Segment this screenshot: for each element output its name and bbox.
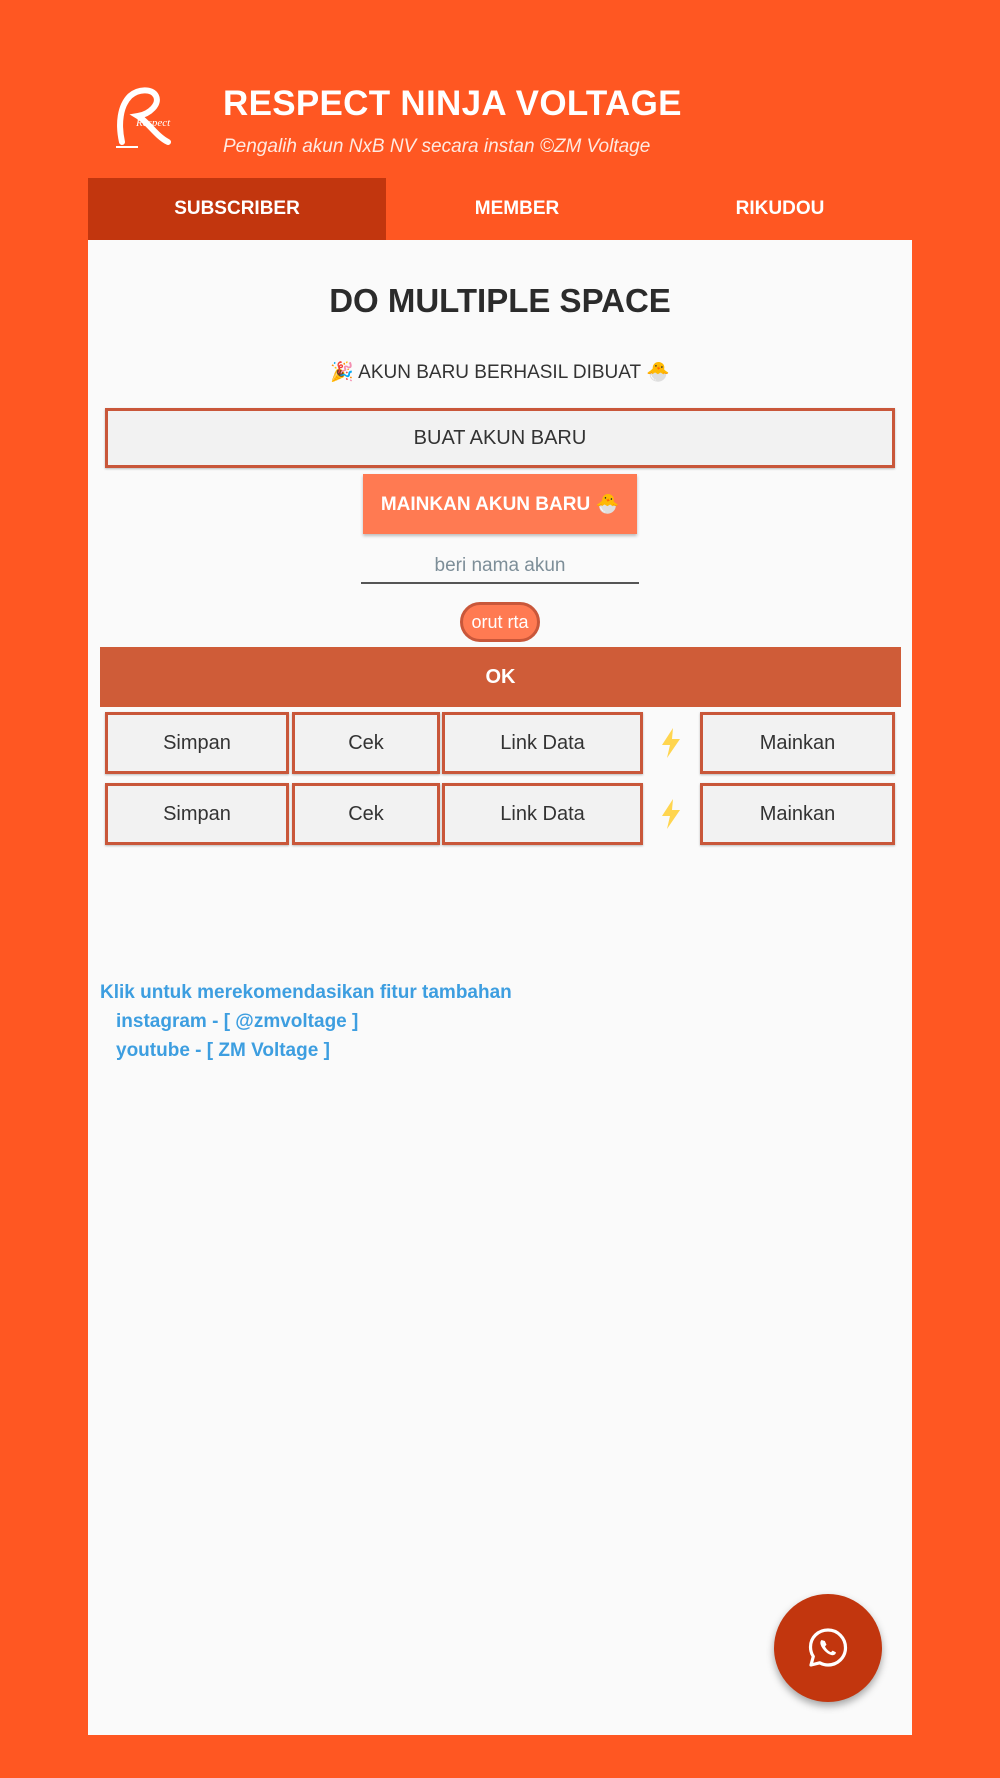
lightning-icon [656,726,686,760]
account-chip[interactable]: orut rta [460,602,540,642]
account-name-input[interactable] [361,550,639,584]
page-title: DO MULTIPLE SPACE [329,282,671,319]
main-panel [88,240,912,1735]
app-subtitle: Pengalih akun NxB NV secara instan ©ZM Voltage [223,136,651,157]
tab-rikudou[interactable]: RIKUDOU [735,198,825,219]
recommend-feature-link[interactable]: Klik untuk merekomendasikan fitur tambahan [100,982,512,1003]
check-button[interactable]: Cek [292,712,440,774]
create-account-button[interactable]: BUAT AKUN BARU [105,408,895,468]
app-header [88,72,918,172]
whatsapp-button[interactable] [774,1594,882,1702]
instagram-link[interactable]: instagram - [ @zmvoltage ] [116,1011,359,1032]
account-row [88,712,912,774]
play-new-account-button[interactable]: MAINKAN AKUN BARU 🐣 [363,474,637,534]
logo-text: Respect [136,117,171,129]
ok-button[interactable]: OK [100,647,901,707]
account-row [88,783,912,845]
play-button[interactable]: Mainkan [700,712,895,774]
save-button[interactable]: Simpan [105,783,289,845]
respect-logo [108,84,178,152]
youtube-link[interactable]: youtube - [ ZM Voltage ] [116,1040,330,1061]
whatsapp-icon [806,1626,850,1670]
tab-subscriber[interactable]: SUBSCRIBER [88,178,386,240]
save-button[interactable]: Simpan [105,712,289,774]
link-data-button[interactable]: Link Data [442,712,643,774]
tab-bar [88,178,912,240]
app-title: RESPECT NINJA VOLTAGE [223,84,682,123]
play-button[interactable]: Mainkan [700,783,895,845]
status-message: 🎉 AKUN BARU BERHASIL DIBUAT 🐣 [330,362,670,383]
tab-member[interactable]: MEMBER [474,198,560,219]
check-button[interactable]: Cek [292,783,440,845]
lightning-icon [656,797,686,831]
footer-links [100,978,512,1065]
link-data-button[interactable]: Link Data [442,783,643,845]
